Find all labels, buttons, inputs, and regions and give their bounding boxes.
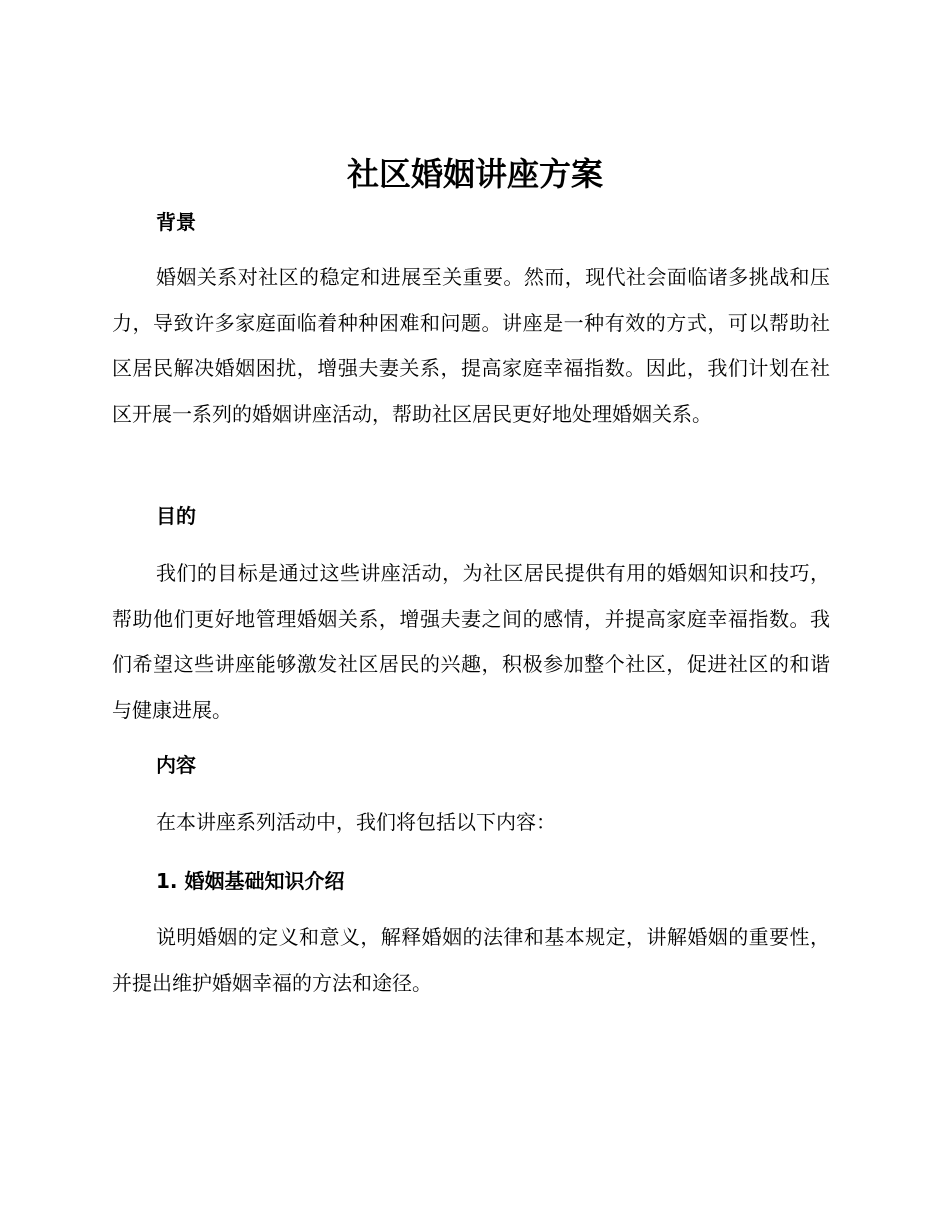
section-paragraph-marriage-basics: 说明婚姻的定义和意义，解释婚姻的法律和基本规定，讲解婚姻的重要性，并提出维护婚姻幸福的方法和途径。 bbox=[112, 925, 830, 995]
section-paragraph-content: 在本讲座系列活动中，我们将包括以下内容： bbox=[156, 810, 556, 834]
section-paragraph-purpose: 我们的目标是通过这些讲座活动，为社区居民提供有用的婚姻知识和技巧，帮助他们更好地管理婚姻关系，增强夫妻之间的感情，并提高家庭幸福指数。我们希望这些讲座能够激发社区居民的兴趣，积极参加整个社区，促进社区的和谐与健康进展。 bbox=[112, 561, 830, 722]
document-title: 社区婚姻讲座方案 bbox=[346, 155, 603, 193]
section-paragraph-background: 婚姻关系对社区的稳定和进展至关重要。然而，现代社会面临诸多挑战和压力，导致许多家庭面临着种种困难和问题。讲座是一种有效的方式，可以帮助社区居民解决婚姻困扰，增强夫妻关系，提高家庭幸福指数。因此，我们计划在社区开展一系列的婚姻讲座活动，帮助社区居民更好地处理婚姻关系。 bbox=[112, 265, 830, 426]
section-heading-content: 内容 bbox=[156, 753, 196, 777]
section-heading-background: 背景 bbox=[156, 210, 196, 234]
section-heading-marriage-basics: 1. 婚姻基础知识介绍 bbox=[156, 869, 345, 893]
section-heading-purpose: 目的 bbox=[156, 504, 196, 528]
